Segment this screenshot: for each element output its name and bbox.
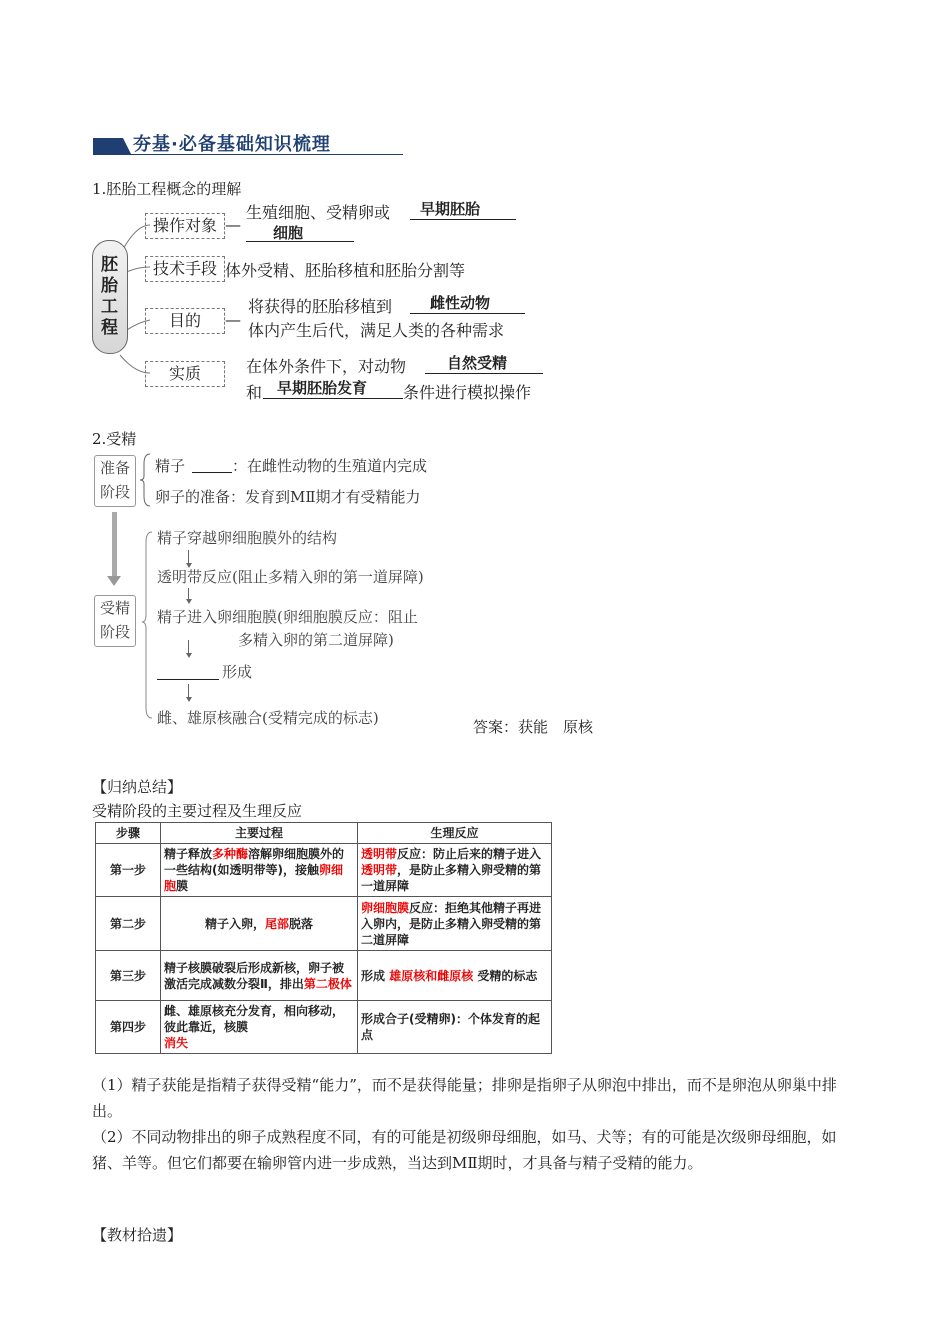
- step-2: 透明带反应(阻止多精入卵的第一道屏障): [157, 568, 424, 586]
- summary-table: [95, 822, 552, 1054]
- row-process: 精子入卵，尾部脱落: [161, 897, 358, 951]
- stage-arrow-head-icon: [107, 576, 121, 586]
- operation-answer-2: 细胞: [273, 224, 304, 242]
- step-4: 形成: [222, 663, 253, 681]
- operation-text: 生殖细胞、受精卵或: [246, 203, 391, 222]
- step-3: 精子进入卵细胞膜(卵细胞膜反应：阻止: [157, 608, 418, 626]
- stage-arrow: [112, 512, 117, 578]
- row-step: 第二步: [96, 897, 161, 951]
- prepare-line2: 卵子的准备：发育到MⅡ期才有受精能力: [155, 488, 421, 506]
- stage-fertilization: 受精阶段: [94, 595, 136, 647]
- row-reaction: 卵细胞膜反应：拒绝其他精子再进入卵内，是防止多精入卵受精的第二道屏障: [358, 897, 552, 951]
- purpose-text-1: 将获得的胚胎移植到: [248, 297, 393, 316]
- section1-title: 1.胚胎工程概念的理解: [92, 180, 242, 198]
- row-step: 第三步: [96, 951, 161, 1001]
- row-step: 第一步: [96, 844, 161, 897]
- footer-heading: 【教材拾遗】: [92, 1226, 183, 1244]
- technique-text: 体外受精、胚胎移植和胚胎分割等: [225, 261, 466, 280]
- header-process: 主要过程: [161, 823, 358, 844]
- summary-heading: 【归纳总结】: [92, 778, 183, 796]
- header-reaction: 生理反应: [358, 823, 552, 844]
- prepare-line1-b: ：在雌性动物的生殖道内完成: [232, 457, 428, 475]
- table-row: [96, 844, 552, 897]
- row-reaction: 形成合子(受精卵)：个体发育的起点: [358, 1001, 552, 1054]
- essence-text-1: 在体外条件下，对动物: [246, 357, 407, 376]
- row-reaction: 形成 雄原核和雌原核 受精的标志: [358, 951, 552, 1001]
- row-process: 雌、雄原核充分发育，相向移动，彼此靠近，核膜 消失: [161, 1001, 358, 1054]
- banner-decoration-icon: [93, 128, 133, 156]
- row-process: 精子释放多种酶溶解卵细胞膜外的一些结构(如透明带等)，接触卵细胞膜: [161, 844, 358, 897]
- essence-answer-2: 早期胚胎发育: [277, 379, 368, 397]
- summary-subtitle: 受精阶段的主要过程及生理反应: [92, 802, 303, 820]
- essence-answer-1: 自然受精: [447, 354, 508, 372]
- table-header-row: [96, 823, 552, 844]
- brace-prepare: [140, 452, 152, 508]
- row-reaction: 透明带反应：防止后来的精子进入透明带，是防止多精入卵受精的第一道屏障: [358, 844, 552, 897]
- stage-prepare: 准备阶段: [94, 455, 136, 507]
- banner-title: 夯基·必备基础知识梳理: [133, 134, 331, 155]
- table-row: [96, 1001, 552, 1054]
- essence-text-3: 条件进行模拟操作: [403, 383, 532, 402]
- node-technique: 技术手段: [145, 256, 225, 282]
- step-5: 雌、雄原核融合(受精完成的标志): [157, 709, 379, 727]
- essence-text-2: 和: [246, 383, 263, 402]
- node-purpose: 目的: [145, 308, 225, 334]
- purpose-text-2: 体内产生后代，满足人类的各种需求: [248, 321, 505, 340]
- note-1: （1）精子获能是指精子获得受精“能力”，而不是获得能量；排卵是指卵子从卵泡中排出，而不是卵泡从卵巢中排出。: [92, 1076, 837, 1120]
- purpose-answer: 雌性动物: [430, 294, 491, 312]
- center-node: [92, 240, 128, 354]
- section2-title: 2.受精: [92, 430, 137, 448]
- center-node-label: 胚胎工程: [101, 255, 118, 338]
- row-process: 精子核膜破裂后形成新核，卵子被激活完成减数分裂Ⅱ，排出第二极体: [161, 951, 358, 1001]
- operation-answer-1: 早期胚胎: [420, 200, 481, 218]
- header-step: 步骤: [96, 823, 161, 844]
- answer-text: 答案：获能 原核: [473, 718, 594, 736]
- step-3b: 多精入卵的第二道屏障): [238, 631, 394, 649]
- table-row: [96, 897, 552, 951]
- step-1: 精子穿越卵细胞膜外的结构: [157, 529, 338, 547]
- brace-fertilization: [142, 530, 154, 720]
- table-row: [96, 951, 552, 1001]
- row-step: 第四步: [96, 1001, 161, 1054]
- node-operation-target: 操作对象: [145, 213, 225, 239]
- prepare-line1-a: 精子: [155, 457, 186, 475]
- section-banner: [93, 128, 403, 156]
- node-essence: 实质: [145, 361, 225, 387]
- note-2: （2）不同动物排出的卵子成熟程度不同，有的可能是初级卵母细胞，如马、犬等；有的可能是次级卵母细胞，如猪、羊等。但它们都要在输卵管内进一步成熟，当达到MⅡ期时，才具备与精子受精的能力。: [92, 1128, 837, 1172]
